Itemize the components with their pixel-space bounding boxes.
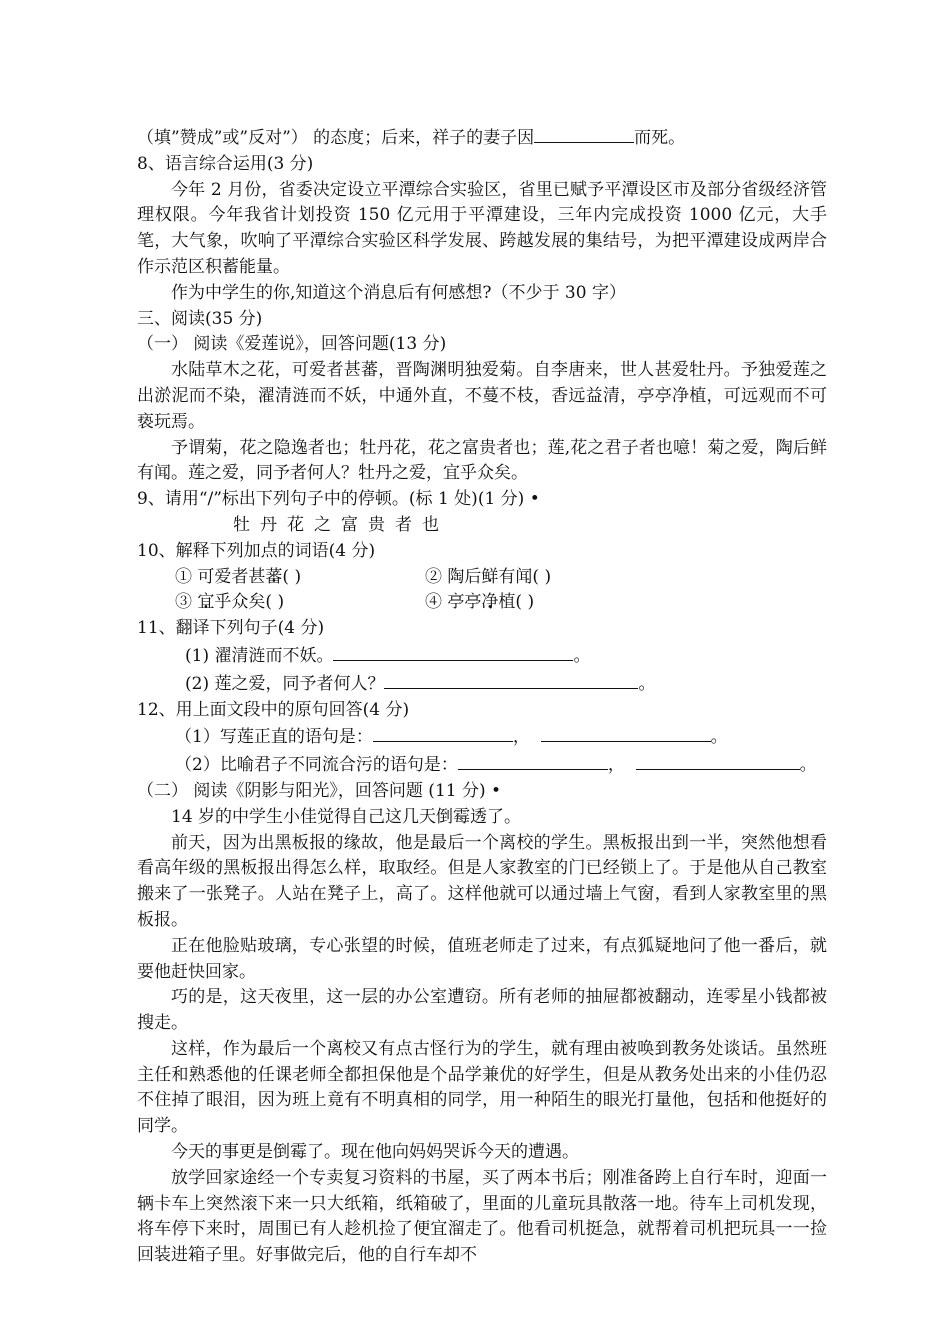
- ailianshuo-paragraph-1: 水陆草木之花，可爱者甚蕃，晋陶渊明独爱菊。自李唐来，世人甚爱牡丹。予独爱莲之出淤泥而不染，濯清涟而不妖，中通外直，不蔓不枝，香远益清，亭亭净植，可远观而不可亵玩焉。: [137, 360, 827, 432]
- q10-item-3-post: 乎众矣( ): [214, 592, 285, 613]
- dotted-word: 蕃: [265, 566, 283, 587]
- q10-heading: 10、解释下列加点的词语(4 分): [137, 540, 376, 561]
- q12-heading: 12、用上面文段中的原句回答(4 分): [137, 699, 410, 720]
- part-1-title: （一） 阅读《爱莲说》，回答问题(13 分): [137, 334, 447, 355]
- q12-item-2: [137, 751, 827, 779]
- q10-item-4: [425, 590, 534, 616]
- story-paragraph: 前天，因为出黑板报的缘故，他是最后一个离校的学生。黑板报出到一半，突然他想看看高年级的黑板报出得怎么样，取取经。但是人家教室的门已经锁上了。于是他从自己教室搬来了一张凳子。人站在凳子上，高了。这样他就可以通过墙上气窗，看到人家教室里的黑板报。: [137, 832, 827, 930]
- story-paragraph: 14 岁的中学生小佳觉得自己这几天倒霉透了。: [171, 806, 522, 827]
- q12-item-1-text: （1）写莲正直的语句是：: [175, 727, 373, 748]
- dotted-word: 净: [481, 592, 499, 613]
- q7-tail-end: 而死。: [634, 128, 686, 148]
- document-body: [137, 124, 827, 1269]
- story-paragraph: 正在他脸贴玻璃，专心张望的时候，值班老师走了过来，有点狐疑地问了他一番后，就要他赶快回家。: [137, 935, 827, 982]
- q10-row-1: [137, 565, 827, 591]
- comma: ，: [512, 727, 530, 748]
- period: 。: [710, 727, 728, 748]
- q12-item-1: [137, 723, 827, 751]
- section-3-heading: 三、阅读(35 分): [137, 308, 263, 329]
- part-2-title: （二） 阅读《阴影与阳光》，回答问题 (11 分) •: [137, 780, 502, 801]
- story-paragraph: 巧的是，这天夜里，这一层的办公室遭窃。所有老师的抽屉都被翻动，连零星小钱都被搜走。: [137, 987, 827, 1034]
- q11-item-2-text: (2) 莲之爱，同予者何人？: [185, 673, 385, 694]
- ailianshuo-paragraph-2: 予谓菊，花之隐逸者也；牡丹花，花之富贵者也；莲,花之君子者也噫！菊之爱，陶后鲜有闻。莲之爱，同予者何人？牡丹之爱，宜乎众矣。: [137, 437, 827, 484]
- dotted-word: 宜: [197, 592, 215, 613]
- story-paragraph: 今天的事更是倒霉了。现在他向妈妈哭诉今天的遭遇。: [171, 1142, 579, 1163]
- period: 。: [799, 755, 817, 776]
- period: 。: [573, 645, 591, 666]
- q10-item-3: [175, 590, 425, 616]
- q10-item-1-post: ( ): [282, 566, 302, 587]
- answer-blank[interactable]: [333, 642, 573, 661]
- comma: ，: [607, 755, 625, 776]
- q9-sentence: 牡丹花之富贵者也: [233, 514, 449, 535]
- q12-item-2-text: （2）比喻君子不同流合污的语句是：: [175, 755, 458, 776]
- q7-tail-line: [137, 124, 827, 152]
- q10-item-4-post: 植( ): [498, 592, 535, 613]
- answer-blank[interactable]: [636, 751, 800, 770]
- q11-item-1: [137, 642, 827, 670]
- q10-item-4-pre: ④ 亭亭: [425, 592, 482, 613]
- q11-heading: 11、翻译下列句子(4 分): [137, 618, 325, 639]
- q8-heading: 8、语言综合运用(3 分): [137, 153, 314, 174]
- period: 。: [638, 673, 656, 694]
- dotted-word: 鲜: [481, 566, 499, 587]
- answer-blank[interactable]: [373, 723, 513, 742]
- q8-passage: 今年 2 月份，省委决定设立平潭综合实验区，省里已赋予平潭设区市及部分省级经济管理权限。今年我省计划投资 150 亿元用于平潭建设，三年内完成投资 1000 亿元，大手笔，大气象，吹响了平潭综合实验区科学发展、跨越发展的集结号，为把平潭建设成两岸合作示范区积蓄能量。: [137, 179, 827, 277]
- q10-item-2: [425, 565, 551, 591]
- story-paragraph: 放学回家途经一个专卖复习资料的书屋，买了两本书后；刚准备跨上自行车时，迎面一辆卡车上突然滚下来一只大纸箱，纸箱破了，里面的儿童玩具散落一地。待车上司机发现，将车停下来时，周围已有人趁机捡了便宜溜走了。他看司机挺急，就帮着司机把玩具一一捡回装进箱子里。好事做完后，他的自行车却不: [137, 1167, 827, 1266]
- q11-item-1-text: (1) 濯清涟而不妖。: [185, 645, 334, 666]
- q10-row-2: [137, 590, 827, 616]
- answer-blank[interactable]: [384, 670, 638, 689]
- q8-prompt: 作为中学生的你,知道这个消息后有何感想?（不少于 30 字）: [171, 282, 626, 303]
- q10-item-1: [175, 565, 425, 591]
- answer-blank[interactable]: [534, 124, 634, 143]
- q10-item-1-pre: ① 可爱者甚: [175, 566, 266, 587]
- q10-item-3-pre: ③: [175, 592, 198, 613]
- q10-item-2-pre: ② 陶后: [425, 566, 482, 587]
- answer-blank[interactable]: [458, 751, 608, 770]
- q9-heading: 9、请用“/”标出下列句子中的停顿。(标 1 处)(1 分) •: [137, 489, 540, 510]
- answer-blank[interactable]: [541, 723, 711, 742]
- story-paragraph: 这样，作为最后一个离校又有点古怪行为的学生，就有理由被唤到教务处谈话。虽然班主任和熟悉他的任课老师全都担保他是个品学兼优的好学生，但是从教务处出来的小佳仍忍不住掉了眼泪，因为班上竟有不明真相的同学，用一种陌生的眼光打量他，包括和他挺好的同学。: [137, 1038, 827, 1137]
- q7-tail-text: （填”赞成”或”反对”） 的态度；后来，祥子的妻子因: [137, 128, 535, 148]
- q10-item-2-post: 有闻( ): [498, 566, 552, 587]
- q11-item-2: [137, 670, 827, 698]
